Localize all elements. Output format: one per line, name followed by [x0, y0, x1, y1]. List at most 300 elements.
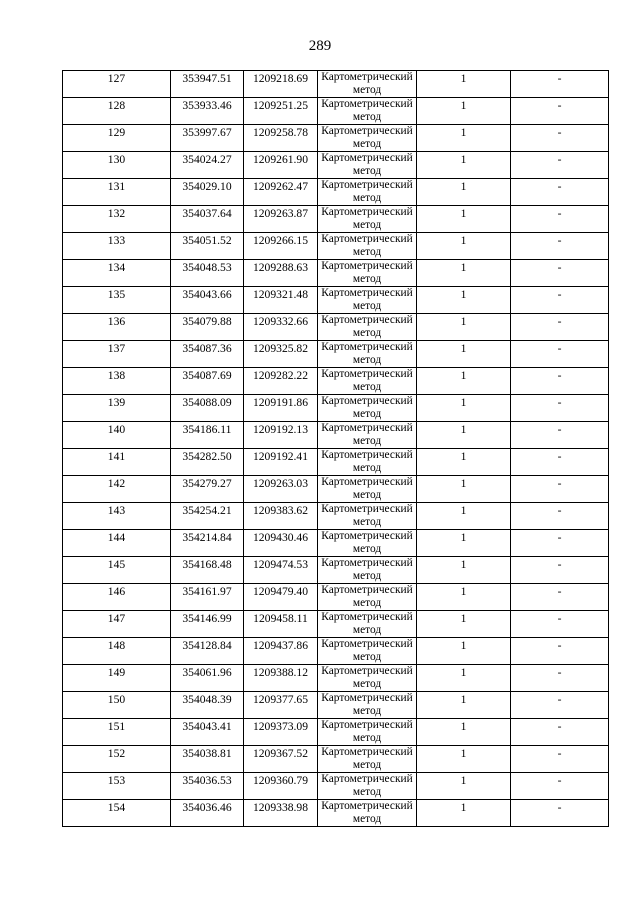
method-cell	[318, 422, 417, 449]
x-coordinate-cell-text: 354048.53	[182, 261, 232, 274]
method-cell	[318, 260, 417, 287]
method-cell-text: Картометрический метод	[321, 611, 413, 636]
method-cell	[318, 233, 417, 260]
table-row	[63, 314, 609, 341]
method-cell-text: Картометрический метод	[321, 746, 413, 771]
table-row	[63, 395, 609, 422]
table-row	[63, 800, 609, 827]
accuracy-cell-text: 1	[460, 342, 467, 355]
method-cell	[318, 395, 417, 422]
point-number-cell	[63, 233, 171, 260]
table-row	[63, 773, 609, 800]
note-cell-text: -	[557, 72, 562, 85]
point-number-cell	[63, 530, 171, 557]
accuracy-cell-text: 1	[460, 126, 467, 139]
x-coordinate-cell	[171, 125, 244, 152]
point-number-cell-text: 139	[107, 396, 126, 409]
method-cell	[318, 719, 417, 746]
table-row	[63, 476, 609, 503]
point-number-cell	[63, 692, 171, 719]
accuracy-cell	[417, 233, 511, 260]
y-coordinate-cell	[244, 314, 318, 341]
note-cell	[511, 557, 609, 584]
table-row	[63, 584, 609, 611]
point-number-cell	[63, 449, 171, 476]
point-number-cell-text: 140	[107, 423, 126, 436]
x-coordinate-cell-text: 354043.66	[182, 288, 232, 301]
note-cell-text: -	[557, 396, 562, 409]
method-cell-text: Картометрический метод	[321, 665, 413, 690]
y-coordinate-cell-text: 1209367.52	[252, 747, 309, 760]
accuracy-cell	[417, 584, 511, 611]
note-cell	[511, 476, 609, 503]
y-coordinate-cell-text: 1209266.15	[252, 234, 309, 247]
accuracy-cell-text: 1	[460, 396, 467, 409]
note-cell	[511, 314, 609, 341]
point-number-cell	[63, 584, 171, 611]
note-cell-text: -	[557, 747, 562, 760]
y-coordinate-cell	[244, 719, 318, 746]
y-coordinate-cell-text: 1209218.69	[252, 72, 309, 85]
x-coordinate-cell-text: 353997.67	[182, 126, 232, 139]
method-cell-text: Картометрический метод	[321, 395, 413, 420]
table-row	[63, 665, 609, 692]
x-coordinate-cell-text: 354087.36	[182, 342, 232, 355]
accuracy-cell-text: 1	[460, 288, 467, 301]
y-coordinate-cell-text: 1209192.41	[252, 450, 309, 463]
point-number-cell	[63, 638, 171, 665]
method-cell	[318, 125, 417, 152]
y-coordinate-cell-text: 1209325.82	[252, 342, 309, 355]
y-coordinate-cell	[244, 368, 318, 395]
method-cell	[318, 476, 417, 503]
y-coordinate-cell-text: 1209383.62	[252, 504, 309, 517]
note-cell	[511, 287, 609, 314]
accuracy-cell	[417, 638, 511, 665]
y-coordinate-cell	[244, 800, 318, 827]
point-number-cell-text: 136	[107, 315, 126, 328]
y-coordinate-cell	[244, 395, 318, 422]
point-number-cell	[63, 341, 171, 368]
y-coordinate-cell	[244, 773, 318, 800]
note-cell-text: -	[557, 720, 562, 733]
accuracy-cell	[417, 422, 511, 449]
accuracy-cell-text: 1	[460, 558, 467, 571]
x-coordinate-cell	[171, 557, 244, 584]
note-cell-text: -	[557, 558, 562, 571]
point-number-cell-text: 149	[107, 666, 126, 679]
point-number-cell	[63, 98, 171, 125]
method-cell-text: Картометрический метод	[321, 125, 413, 150]
method-cell-text: Картометрический метод	[321, 341, 413, 366]
point-number-cell-text: 151	[107, 720, 126, 733]
y-coordinate-cell	[244, 98, 318, 125]
y-coordinate-cell-text: 1209192.13	[252, 423, 309, 436]
accuracy-cell-text: 1	[460, 369, 467, 382]
point-number-cell	[63, 206, 171, 233]
y-coordinate-cell-text: 1209251.25	[252, 99, 309, 112]
accuracy-cell-text: 1	[460, 666, 467, 679]
point-number-cell	[63, 665, 171, 692]
note-cell	[511, 233, 609, 260]
note-cell	[511, 584, 609, 611]
y-coordinate-cell	[244, 530, 318, 557]
method-cell-text: Картометрический метод	[321, 71, 413, 96]
x-coordinate-cell-text: 354048.39	[182, 693, 232, 706]
accuracy-cell-text: 1	[460, 612, 467, 625]
point-number-cell-text: 141	[107, 450, 126, 463]
method-cell-text: Картометрический метод	[321, 719, 413, 744]
table-row	[63, 179, 609, 206]
y-coordinate-cell-text: 1209263.03	[252, 477, 309, 490]
y-coordinate-cell	[244, 638, 318, 665]
x-coordinate-cell-text: 354051.52	[182, 234, 232, 247]
x-coordinate-cell	[171, 422, 244, 449]
x-coordinate-cell-text: 354146.99	[182, 612, 232, 625]
x-coordinate-cell-text: 354214.84	[182, 531, 232, 544]
y-coordinate-cell-text: 1209262.47	[252, 180, 309, 193]
point-number-cell-text: 152	[107, 747, 126, 760]
y-coordinate-cell	[244, 233, 318, 260]
point-number-cell	[63, 476, 171, 503]
accuracy-cell	[417, 71, 511, 98]
note-cell-text: -	[557, 180, 562, 193]
point-number-cell-text: 144	[107, 531, 126, 544]
note-cell-text: -	[557, 531, 562, 544]
note-cell-text: -	[557, 774, 562, 787]
y-coordinate-cell-text: 1209437.86	[252, 639, 309, 652]
method-cell	[318, 206, 417, 233]
point-number-cell-text: 134	[107, 261, 126, 274]
x-coordinate-cell-text: 354282.50	[182, 450, 232, 463]
point-number-cell	[63, 179, 171, 206]
point-number-cell-text: 131	[107, 180, 126, 193]
note-cell	[511, 773, 609, 800]
note-cell	[511, 611, 609, 638]
note-cell-text: -	[557, 261, 562, 274]
accuracy-cell-text: 1	[460, 720, 467, 733]
point-number-cell-text: 138	[107, 369, 126, 382]
method-cell	[318, 314, 417, 341]
table-row	[63, 125, 609, 152]
table-row	[63, 422, 609, 449]
point-number-cell-text: 137	[107, 342, 126, 355]
accuracy-cell	[417, 692, 511, 719]
accuracy-cell	[417, 206, 511, 233]
note-cell-text: -	[557, 639, 562, 652]
method-cell	[318, 692, 417, 719]
x-coordinate-cell	[171, 503, 244, 530]
accuracy-cell-text: 1	[460, 261, 467, 274]
accuracy-cell-text: 1	[460, 531, 467, 544]
method-cell-text: Картометрический метод	[321, 476, 413, 501]
x-coordinate-cell-text: 354024.27	[182, 153, 232, 166]
x-coordinate-cell	[171, 71, 244, 98]
note-cell	[511, 665, 609, 692]
x-coordinate-cell-text: 354279.27	[182, 477, 232, 490]
note-cell-text: -	[557, 126, 562, 139]
note-cell-text: -	[557, 477, 562, 490]
point-number-cell-text: 135	[107, 288, 126, 301]
y-coordinate-cell	[244, 71, 318, 98]
method-cell	[318, 665, 417, 692]
point-number-cell-text: 153	[107, 774, 126, 787]
point-number-cell-text: 147	[107, 612, 126, 625]
method-cell-text: Картометрический метод	[321, 260, 413, 285]
note-cell	[511, 152, 609, 179]
method-cell-text: Картометрический метод	[321, 449, 413, 474]
method-cell-text: Картометрический метод	[321, 773, 413, 798]
table-row	[63, 287, 609, 314]
accuracy-cell	[417, 557, 511, 584]
x-coordinate-cell-text: 354036.46	[182, 801, 232, 814]
accuracy-cell	[417, 800, 511, 827]
point-number-cell-text: 133	[107, 234, 126, 247]
note-cell	[511, 206, 609, 233]
point-number-cell	[63, 287, 171, 314]
accuracy-cell-text: 1	[460, 477, 467, 490]
point-number-cell	[63, 557, 171, 584]
coordinates-table	[62, 70, 609, 827]
note-cell-text: -	[557, 585, 562, 598]
y-coordinate-cell-text: 1209258.78	[252, 126, 309, 139]
table-row	[63, 530, 609, 557]
accuracy-cell-text: 1	[460, 504, 467, 517]
y-coordinate-cell-text: 1209458.11	[253, 612, 308, 625]
point-number-cell-text: 128	[107, 99, 126, 112]
table-row	[63, 503, 609, 530]
method-cell	[318, 179, 417, 206]
y-coordinate-cell	[244, 422, 318, 449]
method-cell	[318, 530, 417, 557]
note-cell	[511, 638, 609, 665]
x-coordinate-cell	[171, 719, 244, 746]
note-cell	[511, 98, 609, 125]
note-cell-text: -	[557, 612, 562, 625]
method-cell-text: Картометрический метод	[321, 368, 413, 393]
point-number-cell	[63, 611, 171, 638]
method-cell	[318, 611, 417, 638]
y-coordinate-cell	[244, 125, 318, 152]
method-cell	[318, 98, 417, 125]
x-coordinate-cell-text: 354254.21	[182, 504, 232, 517]
note-cell-text: -	[557, 99, 562, 112]
accuracy-cell	[417, 368, 511, 395]
y-coordinate-cell-text: 1209388.12	[252, 666, 309, 679]
note-cell	[511, 368, 609, 395]
accuracy-cell-text: 1	[460, 423, 467, 436]
note-cell	[511, 719, 609, 746]
y-coordinate-cell	[244, 476, 318, 503]
y-coordinate-cell-text: 1209430.46	[252, 531, 309, 544]
table-row	[63, 449, 609, 476]
y-coordinate-cell-text: 1209479.40	[252, 585, 309, 598]
accuracy-cell	[417, 152, 511, 179]
y-coordinate-cell-text: 1209288.63	[252, 261, 309, 274]
method-cell	[318, 449, 417, 476]
y-coordinate-cell-text: 1209261.90	[252, 153, 309, 166]
note-cell-text: -	[557, 693, 562, 706]
method-cell-text: Картометрический метод	[321, 314, 413, 339]
x-coordinate-cell	[171, 692, 244, 719]
table-row	[63, 557, 609, 584]
accuracy-cell	[417, 287, 511, 314]
x-coordinate-cell	[171, 530, 244, 557]
method-cell	[318, 638, 417, 665]
method-cell	[318, 341, 417, 368]
y-coordinate-cell	[244, 503, 318, 530]
x-coordinate-cell	[171, 314, 244, 341]
x-coordinate-cell	[171, 179, 244, 206]
method-cell-text: Картометрический метод	[321, 422, 413, 447]
point-number-cell	[63, 152, 171, 179]
x-coordinate-cell-text: 354128.84	[182, 639, 232, 652]
y-coordinate-cell	[244, 692, 318, 719]
point-number-cell-text: 142	[107, 477, 126, 490]
note-cell-text: -	[557, 342, 562, 355]
point-number-cell-text: 146	[107, 585, 126, 598]
note-cell-text: -	[557, 315, 562, 328]
point-number-cell-text: 129	[107, 126, 126, 139]
note-cell-text: -	[557, 234, 562, 247]
y-coordinate-cell-text: 1209282.22	[252, 369, 309, 382]
accuracy-cell-text: 1	[460, 801, 467, 814]
point-number-cell	[63, 503, 171, 530]
method-cell-text: Картометрический метод	[321, 638, 413, 663]
table-row	[63, 152, 609, 179]
table-row	[63, 341, 609, 368]
method-cell-text: Картометрический метод	[321, 800, 413, 825]
accuracy-cell	[417, 530, 511, 557]
x-coordinate-cell-text: 353933.46	[182, 99, 232, 112]
accuracy-cell-text: 1	[460, 585, 467, 598]
point-number-cell-text: 154	[107, 801, 126, 814]
method-cell	[318, 287, 417, 314]
y-coordinate-cell	[244, 611, 318, 638]
method-cell	[318, 746, 417, 773]
note-cell	[511, 503, 609, 530]
note-cell-text: -	[557, 450, 562, 463]
point-number-cell	[63, 125, 171, 152]
point-number-cell	[63, 260, 171, 287]
note-cell	[511, 530, 609, 557]
accuracy-cell-text: 1	[460, 450, 467, 463]
x-coordinate-cell	[171, 611, 244, 638]
accuracy-cell	[417, 476, 511, 503]
method-cell-text: Картометрический метод	[321, 179, 413, 204]
accuracy-cell-text: 1	[460, 315, 467, 328]
method-cell	[318, 71, 417, 98]
x-coordinate-cell	[171, 152, 244, 179]
accuracy-cell-text: 1	[460, 207, 467, 220]
note-cell-text: -	[557, 423, 562, 436]
accuracy-cell-text: 1	[460, 693, 467, 706]
y-coordinate-cell-text: 1209373.09	[252, 720, 309, 733]
accuracy-cell	[417, 449, 511, 476]
note-cell-text: -	[557, 207, 562, 220]
coordinates-table-body	[63, 71, 609, 827]
table-row	[63, 233, 609, 260]
x-coordinate-cell-text: 354088.09	[182, 396, 232, 409]
x-coordinate-cell-text: 354043.41	[182, 720, 232, 733]
note-cell	[511, 692, 609, 719]
x-coordinate-cell-text: 354087.69	[182, 369, 232, 382]
x-coordinate-cell	[171, 98, 244, 125]
y-coordinate-cell	[244, 206, 318, 233]
point-number-cell	[63, 71, 171, 98]
y-coordinate-cell-text: 1209377.65	[252, 693, 309, 706]
x-coordinate-cell	[171, 260, 244, 287]
method-cell-text: Картометрический метод	[321, 206, 413, 231]
point-number-cell-text: 130	[107, 153, 126, 166]
accuracy-cell-text: 1	[460, 153, 467, 166]
method-cell-text: Картометрический метод	[321, 503, 413, 528]
point-number-cell-text: 148	[107, 639, 126, 652]
y-coordinate-cell-text: 1209191.86	[252, 396, 309, 409]
table-row	[63, 746, 609, 773]
y-coordinate-cell-text: 1209332.66	[252, 315, 309, 328]
accuracy-cell	[417, 746, 511, 773]
x-coordinate-cell	[171, 287, 244, 314]
y-coordinate-cell-text: 1209338.98	[252, 801, 309, 814]
table-row	[63, 638, 609, 665]
y-coordinate-cell	[244, 584, 318, 611]
accuracy-cell-text: 1	[460, 99, 467, 112]
accuracy-cell-text: 1	[460, 72, 467, 85]
method-cell-text: Картометрический метод	[321, 152, 413, 177]
method-cell-text: Картометрический метод	[321, 557, 413, 582]
y-coordinate-cell	[244, 665, 318, 692]
x-coordinate-cell	[171, 368, 244, 395]
accuracy-cell	[417, 125, 511, 152]
x-coordinate-cell	[171, 395, 244, 422]
x-coordinate-cell	[171, 206, 244, 233]
x-coordinate-cell	[171, 449, 244, 476]
note-cell-text: -	[557, 288, 562, 301]
method-cell	[318, 152, 417, 179]
x-coordinate-cell-text: 354186.11	[182, 423, 232, 436]
table-row	[63, 368, 609, 395]
accuracy-cell	[417, 773, 511, 800]
y-coordinate-cell	[244, 179, 318, 206]
x-coordinate-cell-text: 354037.64	[182, 207, 232, 220]
x-coordinate-cell	[171, 584, 244, 611]
note-cell	[511, 800, 609, 827]
accuracy-cell	[417, 503, 511, 530]
accuracy-cell	[417, 341, 511, 368]
x-coordinate-cell-text: 354168.48	[182, 558, 232, 571]
point-number-cell	[63, 368, 171, 395]
y-coordinate-cell-text: 1209474.53	[252, 558, 309, 571]
method-cell	[318, 800, 417, 827]
accuracy-cell-text: 1	[460, 180, 467, 193]
table-row	[63, 692, 609, 719]
point-number-cell-text: 150	[107, 693, 126, 706]
y-coordinate-cell	[244, 260, 318, 287]
note-cell	[511, 449, 609, 476]
x-coordinate-cell-text: 354038.81	[182, 747, 232, 760]
accuracy-cell	[417, 179, 511, 206]
x-coordinate-cell-text: 354079.88	[182, 315, 232, 328]
accuracy-cell	[417, 260, 511, 287]
x-coordinate-cell-text: 354029.10	[182, 180, 232, 193]
note-cell-text: -	[557, 504, 562, 517]
accuracy-cell-text: 1	[460, 747, 467, 760]
point-number-cell-text: 127	[107, 72, 126, 85]
accuracy-cell	[417, 314, 511, 341]
x-coordinate-cell	[171, 800, 244, 827]
y-coordinate-cell	[244, 287, 318, 314]
